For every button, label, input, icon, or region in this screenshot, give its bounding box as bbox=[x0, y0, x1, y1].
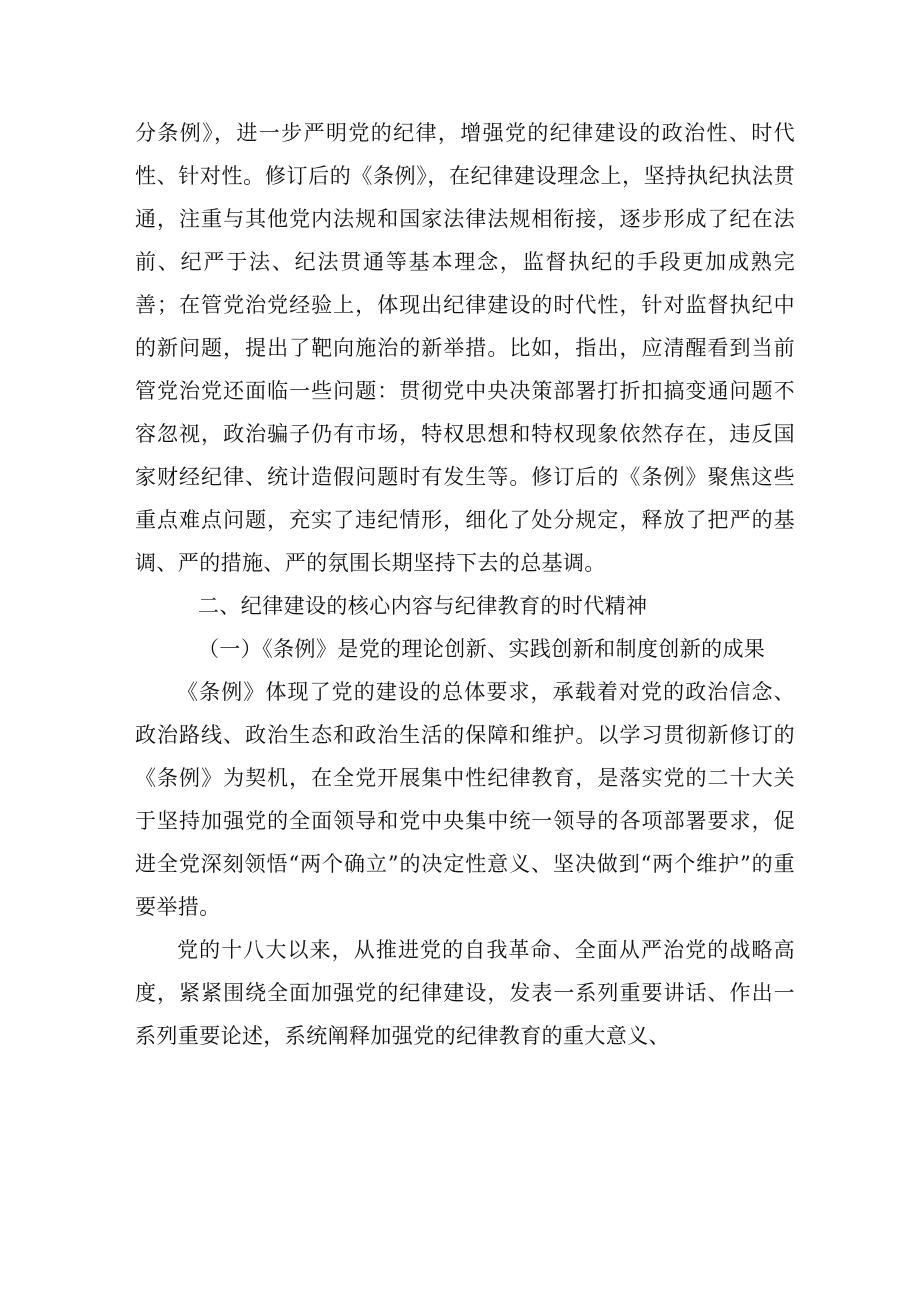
body-paragraph: 《条例》体现了党的建设的总体要求，承载着对党的政治信念、政治路线、政治生态和政治生活的保障和维护。以学习贯彻新修订的《条例》为契机，在全党开展集中性纪律教育，是落实党的二十大关于坚持加强党的全面领导和党中央集中统一领导的各项部署要求，促进全党深刻领悟“两个确立”的决定性意义、坚决做到“两个维护”的重要举措。 bbox=[135, 680, 795, 919]
body-paragraph: 党的十八大以来，从推进党的自我革命、全面从严治党的战略高度，紧紧围绕全面加强党的纪律建设，发表一系列重要讲话、作出一系列重要论述，系统阐释加强党的纪律教育的重大意义、 bbox=[135, 938, 795, 1048]
document-body bbox=[135, 112, 795, 1058]
subsection-heading: （一）《条例》是党的理论创新、实践创新和制度创新的成果 bbox=[198, 637, 766, 661]
body-paragraph-continued: 分条例》，进一步严明党的纪律，增强党的纪律建设的政治性、时代性、针对性。修订后的《条例》，在纪律建设理念上，坚持执纪执法贯通，注重与其他党内法规和国家法律法规相衔接，逐步形成了纪在法前、纪严于法、纪法贯通等基本理念，监督执纪的手段更加成熟完善；在管党治党经验上，体现出纪律建设的时代性，针对监督执纪中的新问题，提出了靶向施治的新举措。比如，指出，应清醒看到当前管党治党还面临一些问题：贯彻党中央决策部署打折扣搞变通问题不容忽视，政治骗子仍有市场，特权思想和特权现象依然存在，违反国家财经纪律、统计造假问题时有发生等。修订后的《条例》聚焦这些重点难点问题，充实了违纪情形，细化了处分规定，释放了把严的基调、严的措施、严的氛围长期坚持下去的总基调。 bbox=[135, 121, 795, 575]
section-heading: 二、纪律建设的核心内容与纪律教育的时代精神 bbox=[198, 594, 648, 618]
